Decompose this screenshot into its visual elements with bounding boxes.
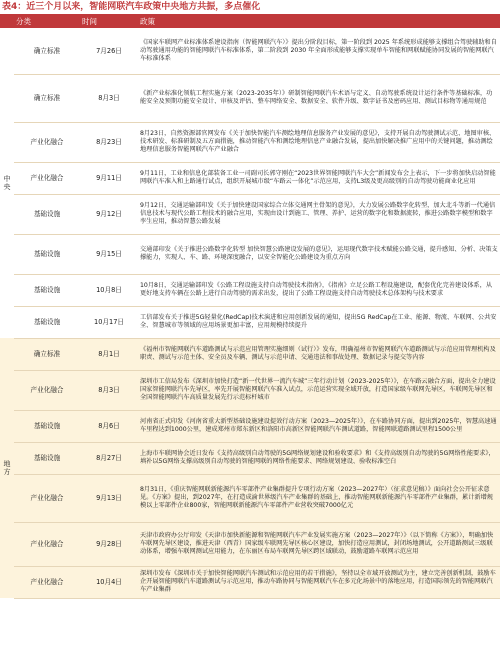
table-row — [0, 194, 500, 234]
category-cell: 产业化融合 — [14, 522, 80, 566]
policy-cell: 《新产业标准化领航工程实施方案（2023-2035年）》研制智能网联汽车术语与定义、自动驾驶系统设计运行条件等基础标准，功能安全及预期功能安全设计、审核及评估、整车网络安全、数据安全、软件升级、数字证书及密码应用、测试目标物等通用规范 — [138, 74, 500, 122]
table-row — [0, 306, 500, 338]
date-cell: 8月23日 — [80, 122, 138, 162]
category-cell: 产业化融合 — [14, 162, 80, 194]
policy-cell: 交通部印发《关于推进公路数字化转型 加快智慧公路建设发展的意见》，运用现代数字技术赋能公路交通，提升感知、分析、决策支撑能力，实现人、车、路、环境深度融合，以安全智能化公路建设为重点方向 — [138, 234, 500, 274]
date-cell: 9月11日 — [80, 162, 138, 194]
header-policy: 政策 — [138, 15, 500, 28]
date-cell: 9月28日 — [80, 522, 138, 566]
category-cell: 产业化融合 — [14, 474, 80, 522]
table-row — [0, 474, 500, 522]
category-cell: 基础设施 — [14, 274, 80, 306]
table-row — [0, 122, 500, 162]
header-spacer — [0, 15, 14, 28]
table-body — [0, 28, 500, 598]
policy-cell: 工信部发布关于推进5G轻量化(RedCap)技术演进和应用创新发展的通知，提出5G RedCap在工业、能源、物流、车联网、公共安全、智慧城市等领域的应用场景更加丰富，应用规模持续提升 — [138, 306, 500, 338]
table-title: 表4：近三个月以来，智能网联汽车政策中央地方共振，多点催化 — [0, 0, 500, 15]
table-row — [0, 410, 500, 442]
category-cell: 基础设施 — [14, 194, 80, 234]
category-cell: 确立标准 — [14, 28, 80, 74]
policy-cell: 《福州市智能网联汽车道路测试与示范应用管理实施细则（试行）》发布，明确福州市智能网联汽车道路测试与示范应用管理机构及职责、测试与示范主体、安全员及车辆、测试与示范申请、交通违法和事故处理、数据记录与提交等内容 — [138, 338, 500, 370]
table-header-row — [0, 15, 500, 28]
table-row — [0, 234, 500, 274]
category-cell: 基础设施 — [14, 410, 80, 442]
region-cell: 地方 — [0, 338, 14, 598]
policy-cell: 9月11日，工业和信息化部装备工业一司副司长郭守刚在“2023世界智能网联汽车大会”新闻发布会上表示，下一步将加快启动智能网联汽车准入和上路通行试点，组织开展城市级“车路云一体化”示范应用，支持L3级及更高级别的自动驾驶功能商业化应用 — [138, 162, 500, 194]
policy-cell: 深圳市工信局发布《深圳市加快打造“新一代世界一流汽车城”三年行动计划（2023-2025年）》，在车路云融合方面，提出全力建设国家智能网联汽车先导区，率先开展智能网联汽车准入试点，示范运营实现全域开放，打造国家级车联网先导区，车联网先导区和全国智能网联汽车高质量发展先行示范标杆城市 — [138, 370, 500, 410]
category-cell: 基础设施 — [14, 234, 80, 274]
policy-cell: 《国家车联网产业标准体系建设指南（智能网联汽车）》提出分阶段目标，第一阶段到 2025 年系统形成能够支撑组合驾驶辅助和自动驾驶通用功能的智能网联汽车标准体系，第二阶段到 2030 年全面形成能够支撑实现单车智能和网联赋能协同发展的智能网联汽车标准体系 — [138, 28, 500, 74]
category-cell: 产业化融合 — [14, 122, 80, 162]
header-category: 分类 — [14, 15, 80, 28]
category-cell: 基础设施 — [14, 442, 80, 474]
table-row — [0, 338, 500, 370]
policy-cell: 上海市车联网协会近日发布《支持高级别自动驾驶的5G网络规划建设和验收要求》和《支持高级别自动驾驶的5G网络性能要求》，填补以5G网络支撑高级别自动驾驶的智能网联的网络性能要求、网络规划建设、验收标准空白 — [138, 442, 500, 474]
date-cell: 10月8日 — [80, 274, 138, 306]
category-cell: 产业化融合 — [14, 370, 80, 410]
category-cell: 确立标准 — [14, 338, 80, 370]
table-row — [0, 74, 500, 122]
date-cell: 7月26日 — [80, 28, 138, 74]
category-cell: 产业化融合 — [14, 566, 80, 598]
policy-cell: 河南省正式印发《河南省重大新型基础设施建设提效行动方案（2023—2025年）》，在车路协同方面，提出到2025年，智慧高速通车里程达到1000公里，建成郑州市郑东新区和洛阳市高新区智能网联汽车测试道路，智能网联道路测试里程1500公里 — [138, 410, 500, 442]
table-row — [0, 522, 500, 566]
date-cell: 8月6日 — [80, 410, 138, 442]
table-row — [0, 28, 500, 74]
date-cell: 8月3日 — [80, 74, 138, 122]
policy-table — [0, 15, 500, 599]
category-cell: 基础设施 — [14, 306, 80, 338]
date-cell: 9月12日 — [80, 194, 138, 234]
date-cell: 10月4日 — [80, 566, 138, 598]
policy-cell: 10月8日，交通运输部印发《公路工程设施支持自动驾驶技术指南》，《指南》立足公路工程设施建设，配套优化完善建设体系，从更好地支持车辆在公路上进行自动驾驶的需求出发，提出了公路工程设施支持自动驾驶技术总体架构与技术要求 — [138, 274, 500, 306]
date-cell: 8月1日 — [80, 338, 138, 370]
table-row — [0, 274, 500, 306]
date-cell: 8月27日 — [80, 442, 138, 474]
date-cell: 8月3日 — [80, 370, 138, 410]
date-cell: 10月17日 — [80, 306, 138, 338]
date-cell: 9月13日 — [80, 474, 138, 522]
policy-cell: 天津市政府办公厅印发《天津市加快新能源和智能网联汽车产业发展实施方案（2023—2027年）》（以下简称《方案》），明确加快车联网先导区建设，推进天津（西青）国家级车联网先导区核心区建设，加快打造应用测试，封闭场地测试，公开道路测试三级联动体系，增强车联网测试应用能力，在东丽区布局车联网先导区跨区域联动，鼓励道路车联网示范应用 — [138, 522, 500, 566]
table-row — [0, 566, 500, 598]
policy-cell: 深圳市发布《深圳市关于加快智能网联汽车测试和示范应用的若干措施》，坚持以全市域开放测试为主，建立完善创新机制，鼓励车企开展智能网联汽车道路测试与示范应用，推动车路协同与智能网联汽车在多元化场景中的落地应用，打造国际领先的智能网联汽车产业集群 — [138, 566, 500, 598]
policy-cell: 8月31日，《重庆智能网联新能源汽车零部件产业集群提升专项行动方案（2023—2027年）（征求意见稿）》面向社会公开征求意见。《方案》提出，到2027年，在打造成渝世界级汽车产业集群的基础上，推动智能网联新能源汽车零部件产业集群，累计新增规模以上零部件企业800家，智能网联新能源汽车零部件产业营收突破7000亿元 — [138, 474, 500, 522]
policy-cell: 8月23日，自然资源部官网发布《关于加快智能汽车测绘地理信息服务产业发展的意见》，支持开展自动驾驶测试示范、地图审核、技术研发、标准研制及五方面措施，推动智能汽车和测绘地理信息产业融合发展，提出加快解决推广应用中的关键问题，推动测绘地理信息服务智能网联汽车产业融合 — [138, 122, 500, 162]
category-cell: 确立标准 — [14, 74, 80, 122]
table-row — [0, 442, 500, 474]
date-cell: 9月15日 — [80, 234, 138, 274]
table-row — [0, 370, 500, 410]
table-row — [0, 162, 500, 194]
policy-cell: 9月12日，交通运输部印发《关于加快建设国家综合立体交通网主骨架的意见》，大力发展公路数字化转型，加大北斗等新一代通信信息技术与现代公路工程技术的融合应用，实现由设计到施工、管理、养护、运营的数字化和数据流转，推进公路数字模型和数字孪生应用，推动智慧公路发展 — [138, 194, 500, 234]
region-cell: 中央 — [0, 28, 14, 338]
header-date: 时间 — [80, 15, 138, 28]
